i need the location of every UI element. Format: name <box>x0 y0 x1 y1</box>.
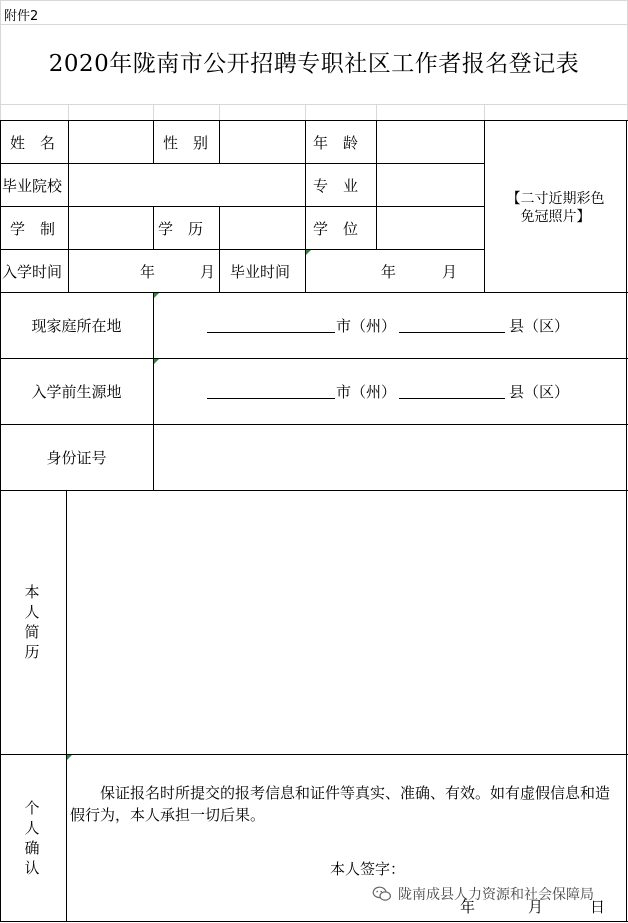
age-label: 年 龄 <box>313 134 359 152</box>
watermark <box>372 884 594 904</box>
photo-box[interactable] <box>486 122 625 291</box>
comment-marker <box>306 250 311 255</box>
major-label: 专 业 <box>313 177 359 195</box>
signature-field[interactable] <box>405 856 605 878</box>
date-day-unit: 日 <box>590 898 606 916</box>
graduate-year-unit: 年 <box>381 263 397 281</box>
resume-label: 本人简历 <box>24 583 40 661</box>
date-month-unit: 月 <box>528 898 544 916</box>
origin-county-suffix: 县（区） <box>509 383 570 401</box>
residence-label: 现家庭所在地 <box>31 317 122 335</box>
name-label: 姓 名 <box>10 134 56 152</box>
duration-field[interactable] <box>70 208 152 248</box>
gender-field[interactable] <box>221 122 303 162</box>
school-field[interactable] <box>70 165 303 205</box>
origin-county-blank[interactable] <box>399 384 505 399</box>
signature-label: 本人签字： <box>330 860 406 878</box>
date-year-unit: 年 <box>460 898 476 916</box>
education-field[interactable] <box>221 208 303 248</box>
origin-city-suffix: 市（州） <box>336 383 397 401</box>
enroll-year-unit: 年 <box>140 263 156 281</box>
attachment-label: 附件2 <box>4 9 39 24</box>
graduate-label: 毕业时间 <box>230 263 291 281</box>
residence-county-blank[interactable] <box>399 318 505 333</box>
degree-field[interactable] <box>378 208 482 248</box>
major-field[interactable] <box>378 165 482 205</box>
id-card-field[interactable] <box>155 426 625 488</box>
graduate-month-unit: 月 <box>442 263 458 281</box>
education-label: 学 历 <box>158 220 204 238</box>
name-field[interactable] <box>70 122 152 162</box>
photo-hint-line2: 免冠照片】 <box>520 209 591 225</box>
comment-marker <box>154 359 159 364</box>
age-field[interactable] <box>378 122 482 162</box>
origin-city-blank[interactable] <box>207 384 335 399</box>
residence-city-blank[interactable] <box>207 318 335 333</box>
resume-field[interactable] <box>68 492 625 752</box>
wechat-icon <box>372 886 392 902</box>
school-label: 毕业院校 <box>2 177 63 195</box>
confirm-label: 个人确认 <box>24 799 40 877</box>
confirm-statement: 保证报名时所提交的报考信息和证件等真实、准确、有效。如有虚假信息和造假行为，本人承担一切后果。 <box>70 784 611 824</box>
comment-marker <box>67 755 72 760</box>
comment-marker <box>154 293 159 298</box>
degree-label: 学 位 <box>313 220 359 238</box>
duration-label: 学 制 <box>10 220 56 238</box>
residence-county-suffix: 县（区） <box>509 317 570 335</box>
id-card-label: 身份证号 <box>46 449 107 467</box>
watermark-text: 陇南成县人力资源和社会保障局 <box>398 887 594 903</box>
page-title: 2020年陇南市公开招聘专职社区工作者报名登记表 <box>48 51 580 77</box>
photo-hint-line1: 【二寸近期彩色 <box>506 191 605 207</box>
residence-city-suffix: 市（州） <box>336 317 397 335</box>
gender-label: 性 别 <box>163 134 209 152</box>
enroll-month-unit: 月 <box>200 263 216 281</box>
origin-label: 入学前生源地 <box>31 383 122 401</box>
enroll-label: 入学时间 <box>2 263 63 281</box>
